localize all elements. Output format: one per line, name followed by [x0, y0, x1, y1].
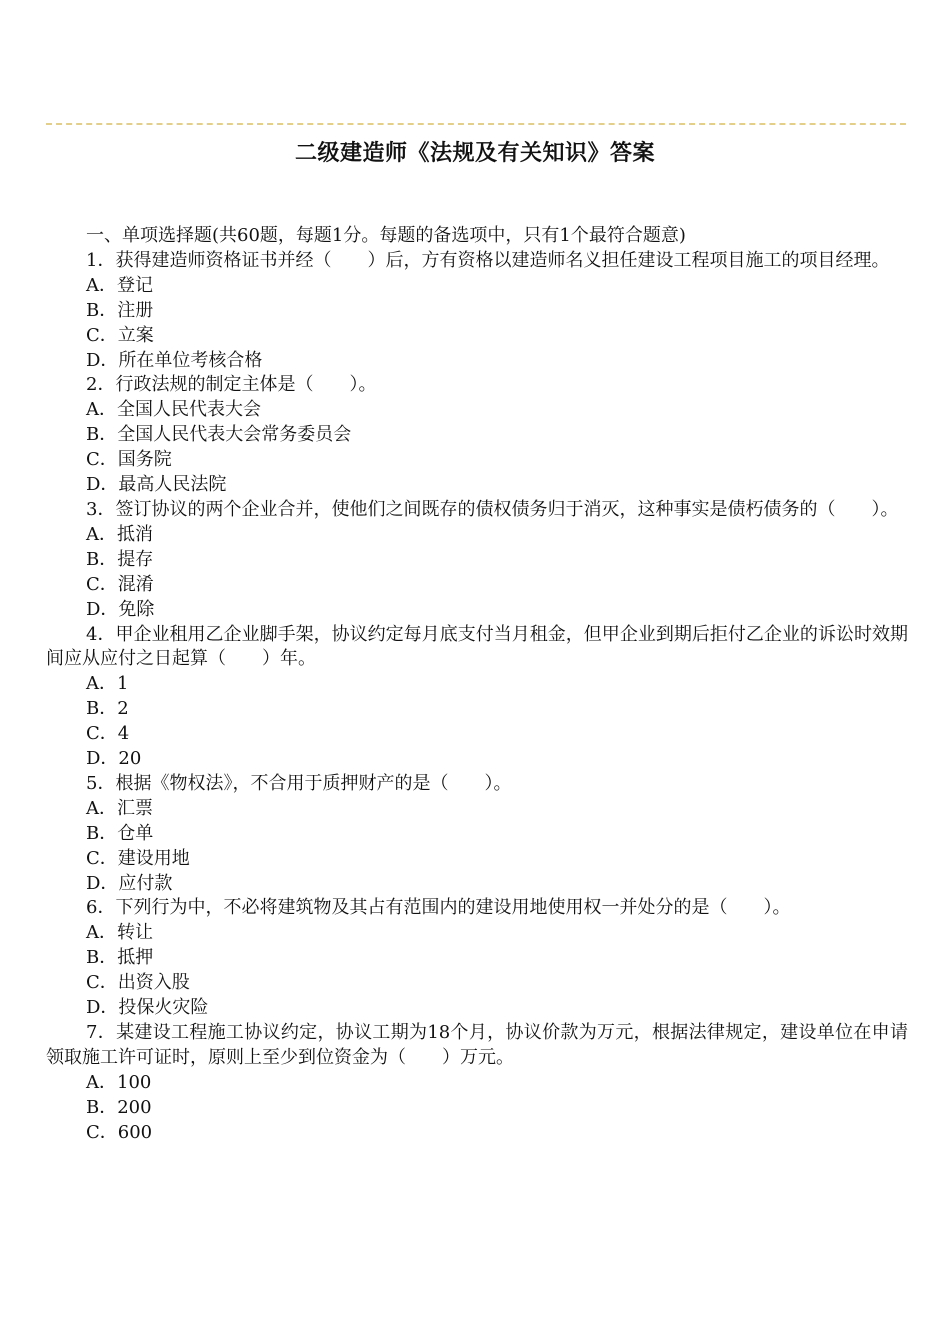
header-divider [46, 123, 906, 125]
question-4 [46, 623, 908, 772]
question-1 [46, 249, 908, 374]
option: C．立案 [86, 324, 154, 346]
option: A．抵消 [86, 523, 153, 545]
question-stem: 7．某建设工程施工协议约定，协议工期为18个月，协议价款为万元，根据法律规定，建设单位在申请领取施工许可证时，原则上至少到位资金为（ ）万元。 [46, 1022, 908, 1068]
option: D．所在单位考核合格 [86, 349, 263, 371]
question-2 [46, 373, 908, 498]
option: B．仓单 [86, 822, 154, 844]
document-body [46, 224, 908, 1146]
question-stem: 3．签订协议的两个企业合并，使他们之间既存的债权债务归于消灭，这种事实是债朽债务的（ ）。 [86, 498, 899, 520]
question-stem: 6．下列行为中，不必将建筑物及其占有范围内的建设用地使用权一并处分的是（ ）。 [86, 897, 791, 919]
option: D．最高人民法院 [86, 474, 227, 496]
option: C．混淆 [86, 573, 154, 595]
question-stem: 4．甲企业租用乙企业脚手架，协议约定每月底支付当月租金，但甲企业到期后拒付乙企业的诉讼时效期间应从应付之日起算（ ）年。 [46, 623, 908, 670]
option: C．出资入股 [86, 972, 190, 994]
option: B．提存 [86, 548, 154, 570]
option: B．注册 [86, 299, 154, 321]
option: D．投保火灾险 [86, 997, 209, 1019]
option: B．200 [86, 1096, 152, 1118]
option: B．2 [86, 698, 129, 720]
option: A．登记 [86, 274, 153, 296]
section-heading: 一、单项选择题(共60题，每题1分。每题的备选项中，只有1个最符合题意) [86, 225, 686, 246]
question-stem: 2．行政法规的制定主体是（ ）。 [86, 374, 377, 396]
option: C．国务院 [86, 449, 172, 471]
option: A．100 [86, 1071, 152, 1093]
option: C．建设用地 [86, 847, 190, 869]
question-5 [46, 772, 908, 897]
option: A．1 [86, 673, 129, 695]
question-stem: 5．根据《物权法》，不合用于质押财产的是（ ）。 [86, 772, 512, 794]
option: D．20 [86, 748, 142, 770]
question-7 [46, 1021, 908, 1146]
option: B．抵押 [86, 947, 154, 969]
option: A．汇票 [86, 797, 153, 819]
option: A．转让 [86, 922, 153, 944]
question-6 [46, 896, 908, 1021]
option: D．免除 [86, 598, 155, 620]
question-stem: 1．获得建造师资格证书并经（ ）后，方有资格以建造师名义担任建设工程项目施工的项目经理。 [86, 249, 890, 271]
option: C．4 [86, 723, 130, 745]
option: A．全国人民代表大会 [86, 399, 261, 421]
option: B．全国人民代表大会常务委员会 [86, 424, 352, 446]
document-title: 二级建造师《法规及有关知识》答案 [294, 141, 655, 166]
option: C．600 [86, 1121, 153, 1143]
option: D．应付款 [86, 872, 173, 894]
question-3 [46, 498, 908, 623]
